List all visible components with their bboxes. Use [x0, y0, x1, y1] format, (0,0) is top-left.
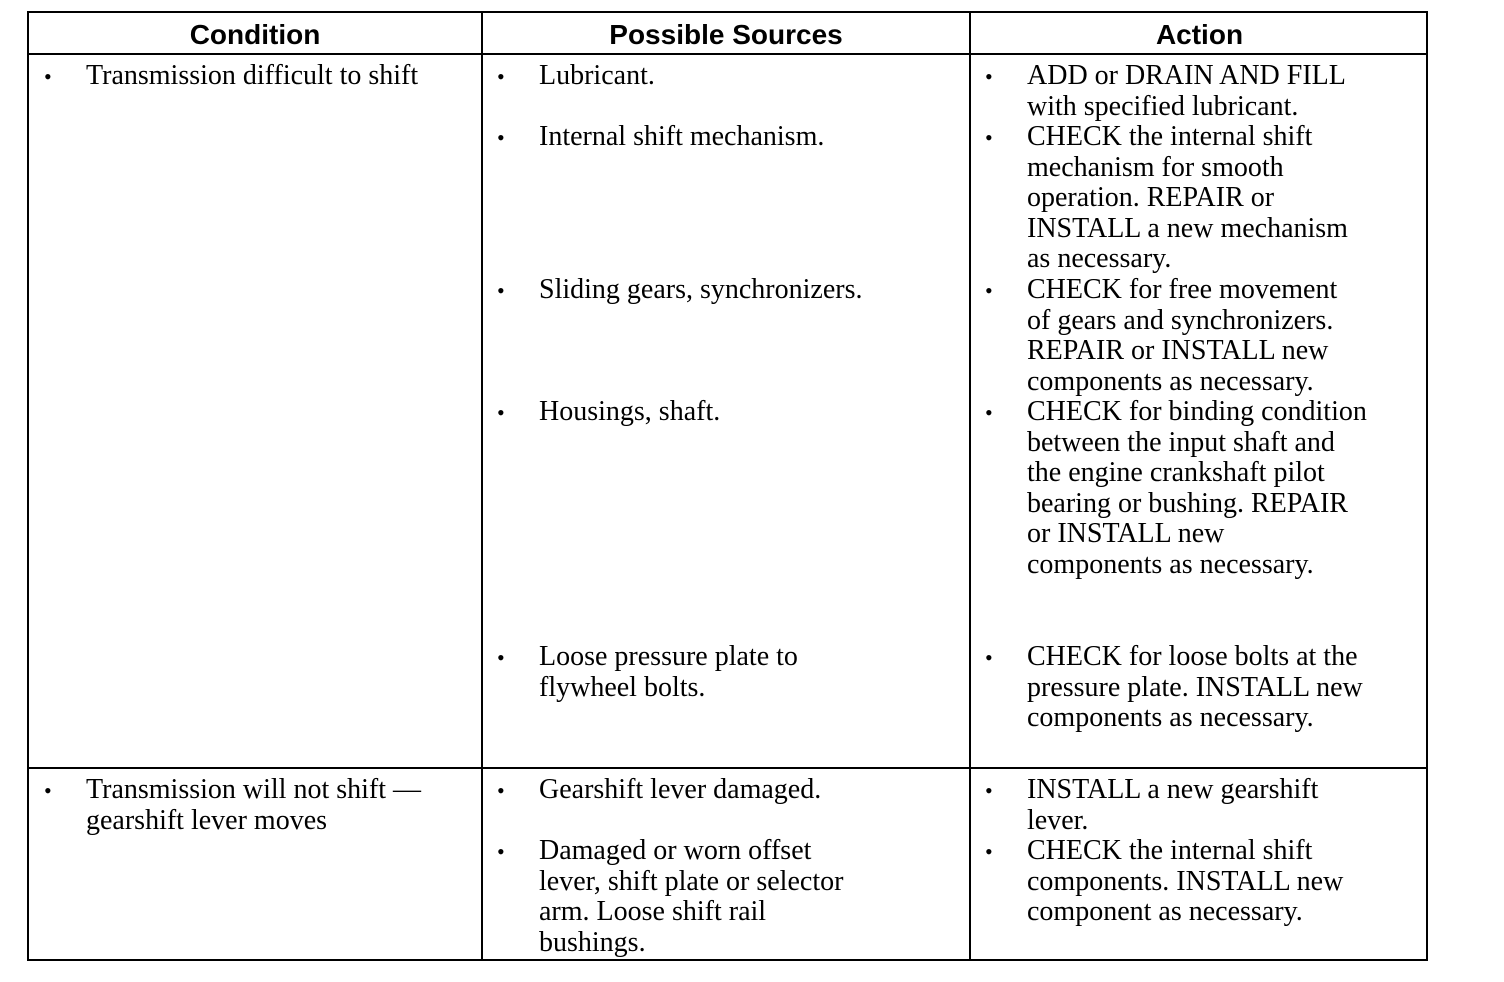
condition-text: Transmission difficult to shift [86, 60, 419, 91]
diagnosis-table [27, 11, 1428, 961]
action-text: CHECK the internal shift mechanism for smooth operation. REPAIR or INSTALL a new mechanism as necessary. [1027, 121, 1348, 275]
header-action: Action [1155, 19, 1244, 50]
action-text: CHECK the internal shift components. INSTALL new component as necessary. [1027, 835, 1344, 928]
source-text: Sliding gears, synchronizers. [539, 274, 863, 305]
bullet-icon [44, 61, 58, 93]
bullet-icon [985, 775, 999, 807]
column-divider [969, 13, 971, 959]
bullet-icon [985, 61, 999, 93]
source-text: Loose pressure plate to flywheel bolts. [539, 641, 798, 703]
row-divider [29, 767, 1426, 769]
source-text: Housings, shaft. [539, 396, 721, 427]
header-possible-sources: Possible Sources [609, 19, 843, 50]
action-text: CHECK for free movement of gears and synchronizers. REPAIR or INSTALL new components as necessary. [1027, 274, 1338, 397]
source-text: Internal shift mechanism. [539, 121, 825, 152]
source-text: Lubricant. [539, 60, 655, 91]
action-text: ADD or DRAIN AND FILL with specified lubricant. [1027, 60, 1346, 122]
bullet-icon [497, 122, 511, 154]
header-divider [29, 53, 1426, 55]
header-condition: Condition [189, 19, 321, 50]
bullet-icon [985, 397, 999, 429]
bullet-icon [985, 275, 999, 307]
bullet-icon [497, 61, 511, 93]
bullet-icon [985, 122, 999, 154]
bullet-icon [497, 775, 511, 807]
bullet-icon [497, 836, 511, 868]
bullet-icon [44, 775, 58, 807]
source-text: Damaged or worn offset lever, shift plate or selector arm. Loose shift rail bushings. [539, 835, 844, 958]
bullet-icon [497, 397, 511, 429]
bullet-icon [497, 275, 511, 307]
bullet-icon [985, 836, 999, 868]
condition-text: Transmission will not shift — gearshift lever moves [86, 774, 422, 836]
action-text: CHECK for loose bolts at the pressure plate. INSTALL new components as necessary. [1027, 641, 1363, 734]
bullet-icon [985, 642, 999, 674]
column-divider [481, 13, 483, 959]
action-text: CHECK for binding condition between the input shaft and the engine crankshaft pilot bearing or bushing. REPAIR or INSTALL new components as necessary. [1027, 396, 1367, 580]
bullet-icon [497, 642, 511, 674]
source-text: Gearshift lever damaged. [539, 774, 822, 805]
action-text: INSTALL a new gearshift lever. [1027, 774, 1319, 836]
